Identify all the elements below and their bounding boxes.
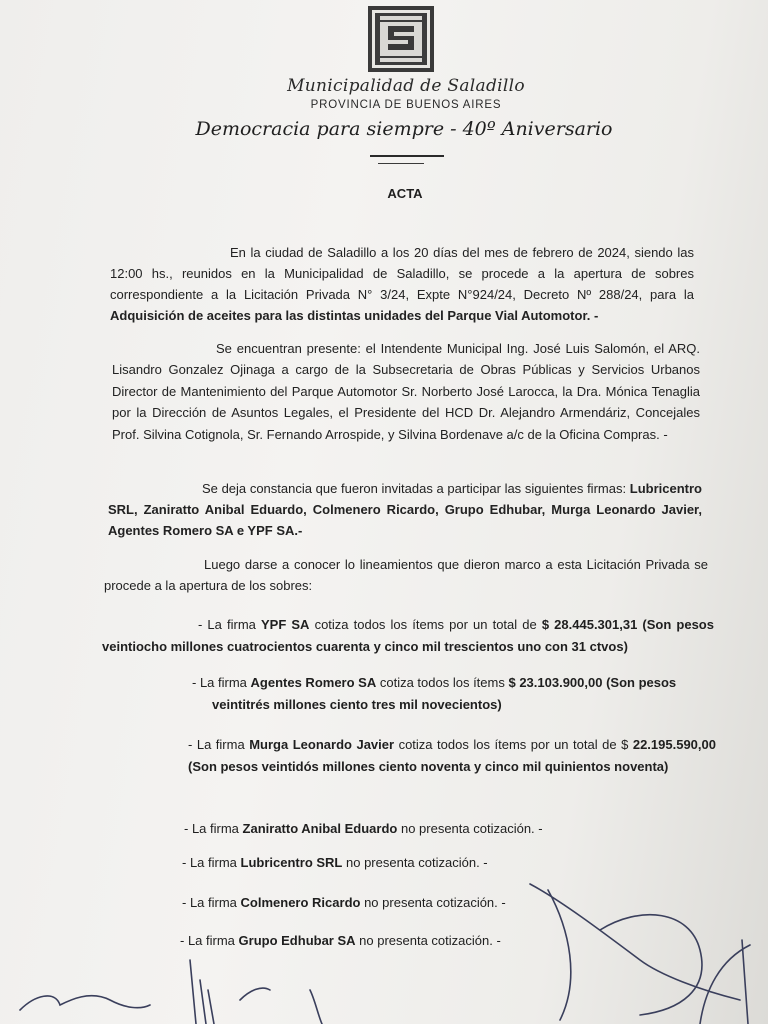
procedure-paragraph: Luego darse a conocer lo lineamientos que dieron marco a esta Licitación Privada se procede a la apertura de los sobres: [104,557,708,593]
offer-text: cotiza todos los ítems por un total de [314,617,537,632]
offer-prefix: - La firma [188,737,245,752]
document-title: ACTA [387,186,423,201]
municipality-name: Municipalidad de Saladillo [287,76,525,96]
attendees-paragraph: Se encuentran presente: el Intendente Municipal Ing. José Luis Salomón, el ARQ. Lisandro Gonzalez Ojinaga a cargo de la Subsecretaria de Obras Públicas y Servicios Urbanos Director de Mantenimiento del Parque Automotor Sr. Norberto José Larocca, la Dra. Mónica Tenaglia por la Dirección de Asuntos Legales, el Presidente del HCD Dr. Alejandro Armendáriz, Concejales Prof. Silvina Cotignola, Sr. Fernando Arrospide, y Silvina Bordenave a/c de la Oficina Compras. - [112,341,700,442]
municipal-seal-logo [366,4,436,74]
offer-firm: Agentes Romero SA [250,675,377,690]
invited-firms-paragraph [108,478,702,541]
header-divider [370,155,444,157]
offer-status: no presenta cotización. - [364,895,506,910]
offer-amount: $ 23.103.900,00 (Son pesos [508,675,677,690]
offer-firm: Colmenero Ricardo [240,895,361,910]
offer-text: cotiza todos los ítems [379,675,505,690]
offer-firm: Grupo Edhubar SA [238,933,356,948]
offer-amount: $ 28.445.301,31 (Son pesos veintiocho millones cuatrocientos cuarenta y cinco mil trescientos uno con 31 ctvos) [102,617,714,654]
offer-text: cotiza todos los ítems por un total de $ [398,737,629,752]
offer-item [188,734,716,778]
offer-firm: YPF SA [261,617,310,632]
intro-paragraph [110,242,694,326]
province-name: PROVINCIA DE BUENOS AIRES [310,99,502,111]
invited-text: Se deja constancia que fueron invitadas a participar las siguientes firmas: [202,481,627,496]
offer-prefix: - La firma [180,933,235,948]
offer-amount: 22.195.590,00 (Son pesos veintidós millones ciento noventa y cinco mil quinientos noventa) [188,737,716,774]
offer-prefix: - La firma [198,617,256,632]
header-divider-short [378,163,424,164]
offer-status: no presenta cotización. - [359,933,501,948]
offer-item [180,930,700,952]
offer-status: no presenta cotización. - [346,855,488,870]
offer-firm: Zaniratto Anibal Eduardo [242,821,398,836]
offer-item [182,852,702,874]
offer-prefix: - La firma [182,855,237,870]
intro-text: En la ciudad de Saladillo a los 20 días del mes de febrero de 2024, siendo las 12:00 hs., reunidos en la Municipalidad de Saladillo, se procede a la apertura de sobres correspondiente a la Licitación Privada N° 3/24, Expte N°924/24, Decreto Nº 288/24, para la [110,245,694,302]
offer-firm: Murga Leonardo Javier [249,737,395,752]
offer-prefix: - La firma [184,821,239,836]
anniversary-motto: Democracia para siempre - 40º Aniversario [195,118,613,140]
invited-firms-list: Lubricentro SRL, Zaniratto Anibal Eduardo, Colmenero Ricardo, Grupo Edhubar, Murga Leonardo Javier, Agentes Romero SA e YPF SA.- [108,481,702,538]
offer-firm: Lubricentro SRL [240,855,343,870]
intro-subject: Adquisición de aceites para las distintas unidades del Parque Vial Automotor. - [110,308,599,323]
offer-item [192,672,714,716]
offer-amount-continued: veintitrés millones ciento tres mil novecientos) [212,697,502,712]
offer-prefix: - La firma [192,675,247,690]
offer-status: no presenta cotización. - [400,821,543,836]
offer-item [184,818,704,840]
offer-item [182,892,702,914]
offer-prefix: - La firma [182,895,237,910]
offer-item [102,614,714,658]
